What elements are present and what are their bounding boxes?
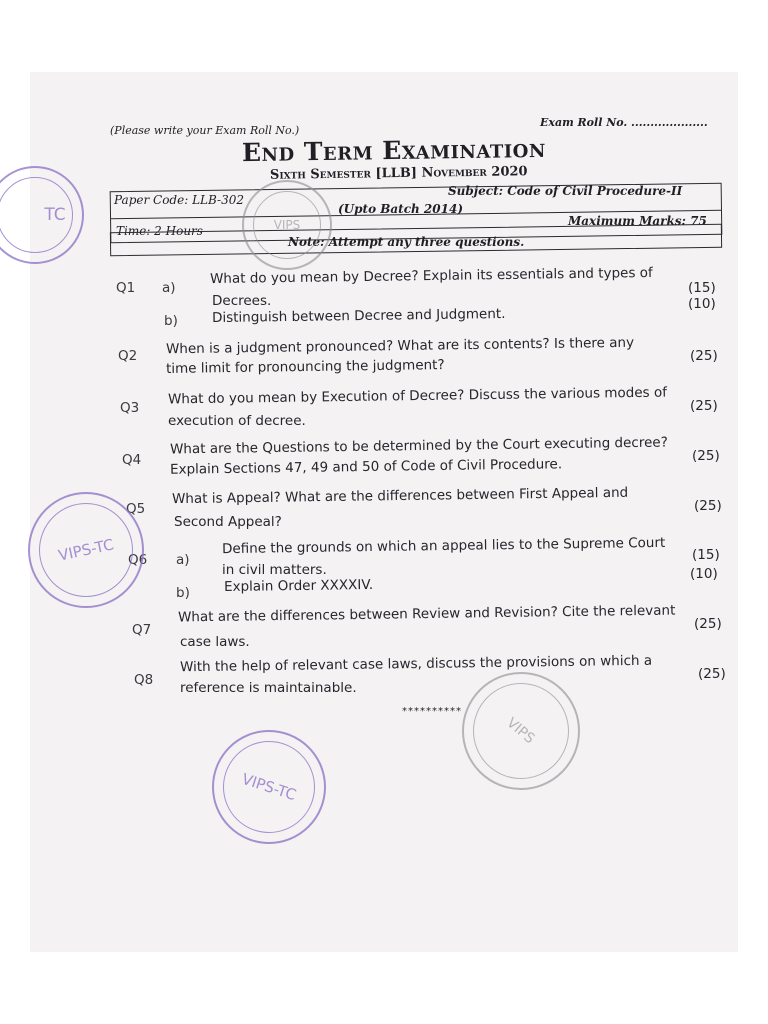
page-title: End Term Examination xyxy=(241,133,547,168)
question-number: Q5 xyxy=(126,501,146,517)
question-text: time limit for pronouncing the judgment? xyxy=(165,357,445,377)
part-label: a) xyxy=(162,280,176,296)
note: Note: Attempt any three questions. xyxy=(288,235,525,249)
part-label: b) xyxy=(176,585,190,601)
question-text: What do you mean by Execution of Decree? Discuss the various modes of xyxy=(167,384,668,408)
question-number: Q2 xyxy=(118,348,138,364)
part-label: b) xyxy=(164,313,178,329)
institution-stamp xyxy=(242,180,332,270)
institution-stamp xyxy=(462,672,580,790)
institution-stamp xyxy=(212,730,326,844)
question-text: What is Appeal? What are the differences between First Appeal and xyxy=(171,484,629,508)
marks: (10) xyxy=(688,296,716,312)
question-number: Q1 xyxy=(116,280,136,296)
marks: (25) xyxy=(690,398,718,414)
question-text: What do you mean by Decree? Explain its essentials and types of xyxy=(209,264,653,288)
question-number: Q8 xyxy=(134,672,154,688)
batch: (Upto Batch 2014) xyxy=(338,202,464,216)
question-number: Q6 xyxy=(128,552,148,568)
question-text: in civil matters. xyxy=(222,562,327,578)
semester-line: Sixth Semester [LLB] November 2020 xyxy=(269,164,528,183)
stamp-text: TC xyxy=(44,205,66,225)
institution-stamp xyxy=(28,492,144,608)
question-text: execution of decree. xyxy=(168,413,306,429)
marks: (25) xyxy=(694,498,722,514)
question-text: Second Appeal? xyxy=(174,514,282,530)
question-number: Q7 xyxy=(132,622,152,638)
end-mark: ********** xyxy=(402,706,462,717)
question-number: Q4 xyxy=(122,452,142,468)
question-text: Decrees. xyxy=(212,293,272,309)
question-text: Distinguish between Decree and Judgment. xyxy=(211,305,506,327)
marks: (25) xyxy=(690,348,718,364)
question-text: What are the differences between Review and Revision? Cite the relevant xyxy=(177,602,676,626)
subject: Subject: Code of Civil Procedure-II xyxy=(448,184,683,198)
roll-number-field: Exam Roll No. .................... xyxy=(540,116,708,129)
marks: (15) xyxy=(692,547,720,563)
stamp-text: VIPS-TC xyxy=(239,769,299,805)
question-text: With the help of relevant case laws, discuss the provisions on which a xyxy=(179,652,653,676)
question-text: case laws. xyxy=(180,634,250,650)
roll-instruction: (Please write your Exam Roll No.) xyxy=(110,124,300,137)
marks: (25) xyxy=(692,448,720,464)
part-label: a) xyxy=(176,552,190,568)
marks: (25) xyxy=(694,616,722,632)
question-text: Define the grounds on which an appeal lies to the Supreme Court xyxy=(221,534,666,558)
stamp-text: VIPS-TC xyxy=(56,535,116,565)
marks: (25) xyxy=(698,666,726,682)
stamp-text: VIPS xyxy=(273,218,301,232)
question-text: reference is maintainable. xyxy=(180,680,357,696)
marks: (15) xyxy=(688,280,716,296)
question-text: Explain Order XXXXIV. xyxy=(223,576,374,596)
paper-code: Paper Code: LLB-302 xyxy=(114,193,245,207)
max-marks: Maximum Marks: 75 xyxy=(568,214,707,228)
question-number: Q3 xyxy=(120,400,140,416)
question-text: Explain Sections 47, 49 and 50 of Code of Civil Procedure. xyxy=(169,456,563,478)
stamp-text: VIPS xyxy=(503,714,539,748)
question-text: What are the Questions to be determined by the Court executing decree? xyxy=(169,434,668,458)
marks: (10) xyxy=(690,566,718,582)
question-text: When is a judgment pronounced? What are its contents? Is there any xyxy=(165,334,635,358)
time-allowed: Time: 2 Hours xyxy=(116,224,203,238)
